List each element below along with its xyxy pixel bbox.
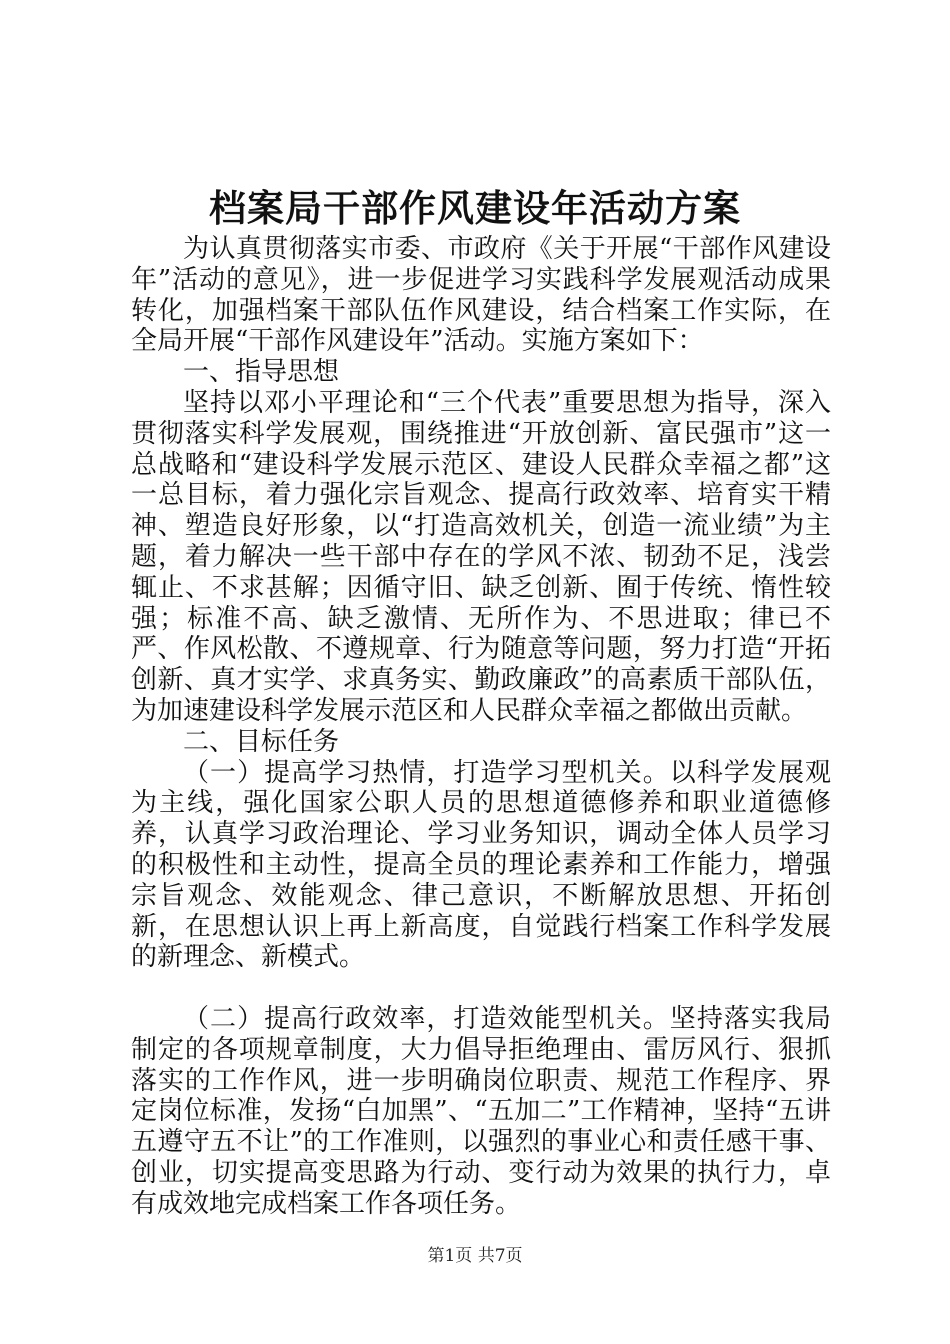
- document-title: 档案局干部作风建设年活动方案: [209, 186, 741, 230]
- page-number-footer: 第1页 共7页: [427, 1246, 523, 1266]
- goal-one-paragraph: （一）提高学习热情，打造学习型机关。以科学发展观为主线，强化国家公职人员的思想道德修养和职业道德修养，认真学习政治理论、学习业务知识，调动全体人员学习的积极性和主动性，提高全员的理论素养和工作能力，增强宗旨观念、效能观念、律己意识，不断解放思想、开拓创新，在思想认识上再上新高度，自觉践行档案工作科学发展的新理念、新模式。: [131, 757, 831, 973]
- section-heading-goals-tasks: 二、目标任务: [183, 726, 340, 757]
- guiding-ideology-paragraph: 坚持以邓小平理论和“三个代表”重要思想为指导，深入贯彻落实科学发展观，围绕推进“开放创新、富民强市”这一总战略和“建设科学发展示范区、建设人民群众幸福之都”这一总目标，着力强化宗旨观念、提高行政效率、培育实干精神、塑造良好形象，以“打造高效机关，创造一流业绩”为主题，着力解决一些干部中存在的学风不浓、韧劲不足，浅尝辄止、不求甚解；因循守旧、缺乏创新、囿于传统、惰性较强；标准不高、缺乏激情、无所作为、不思进取；律已不严、作风松散、不遵规章、行为随意等问题，努力打造“开拓创新、真才实学、求真务实、勤政廉政”的高素质干部队伍，为加速建设科学发展示范区和人民群众幸福之都做出贡献。: [131, 387, 831, 726]
- document-body: [131, 234, 831, 1220]
- goal-two-paragraph: （二）提高行政效率，打造效能型机关。坚持落实我局制定的各项规章制度，大力倡导拒绝理由、雷厉风行、狠抓落实的工作作风，进一步明确岗位职责、规范工作程序、界定岗位标准，发扬“白加黑”、“五加二”工作精神，坚持“五讲五遵守五不让”的工作准则，以强烈的事业心和责任感干事、创业，切实提高变思路为行动、变行动为效果的执行力，卓有成效地完成档案工作各项任务。: [131, 1003, 831, 1219]
- intro-paragraph: 为认真贯彻落实市委、市政府《关于开展“干部作风建设年”活动的意见》，进一步促进学习实践科学发展观活动成果转化，加强档案干部队伍作风建设，结合档案工作实际，在全局开展“干部作风建设年”活动。实施方案如下：: [131, 234, 831, 357]
- section-heading-guiding-ideology: 一、指导思想: [183, 357, 340, 388]
